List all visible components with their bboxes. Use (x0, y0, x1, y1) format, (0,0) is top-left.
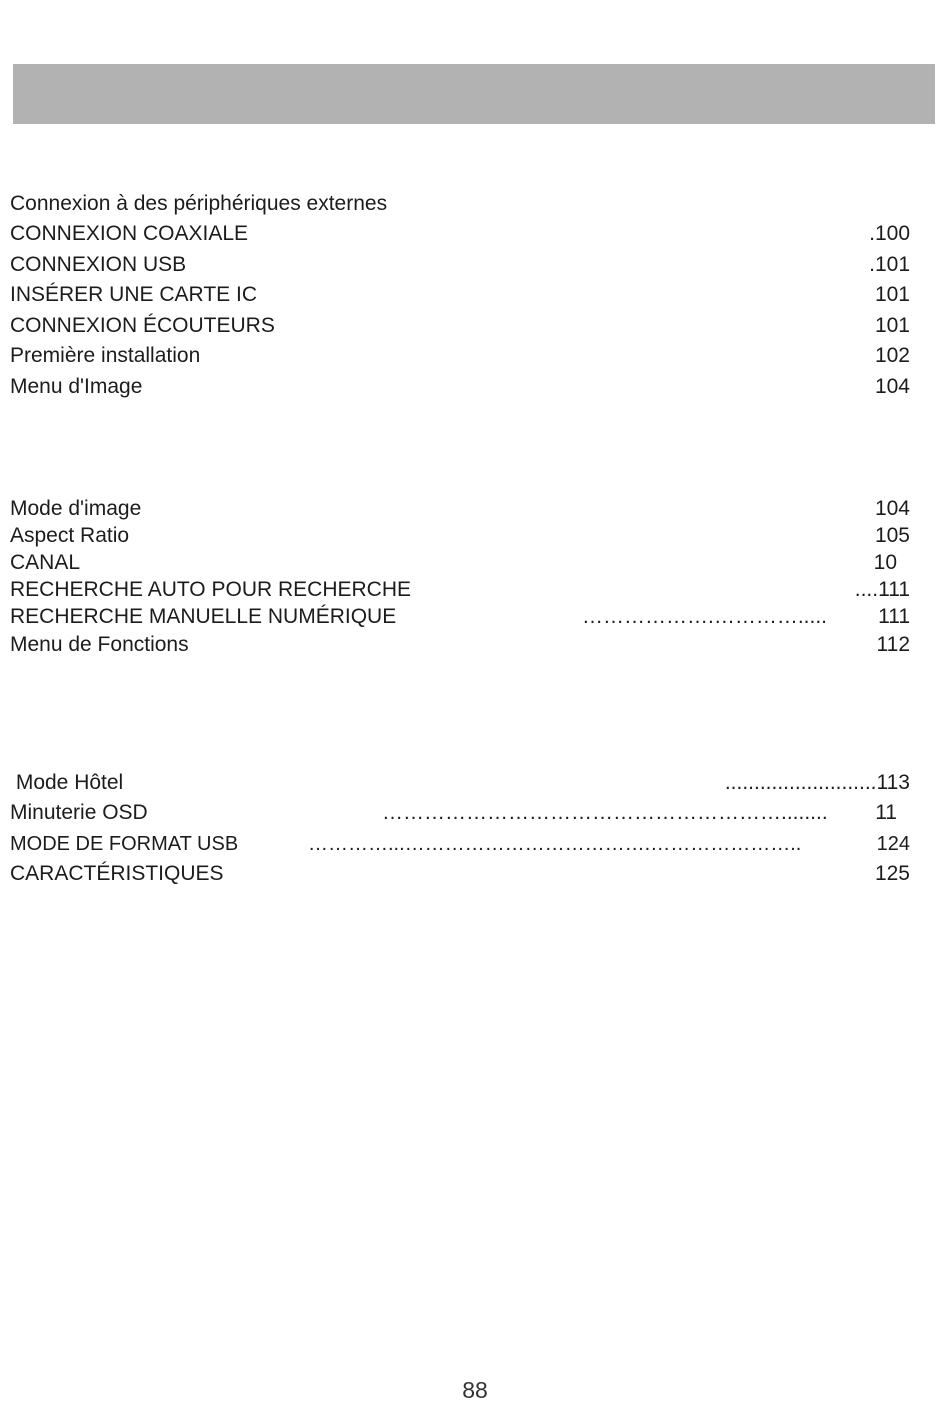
toc-entry[interactable] (10, 191, 910, 217)
toc-entry[interactable] (10, 770, 910, 796)
toc-entry-label: CONNEXION ÉCOUTEURS (10, 314, 275, 337)
toc-entry[interactable] (10, 343, 910, 369)
toc-entry-page: 104 (874, 497, 910, 520)
toc-entry-page: 112 (876, 633, 910, 656)
toc-entry-leader: ……………….…………..... (582, 605, 828, 628)
toc-entry[interactable] (10, 604, 910, 630)
toc-entry-label: Première installation (10, 344, 201, 367)
toc-entry[interactable] (10, 221, 910, 247)
toc-entry-leader: …………………………………………………........ (382, 801, 828, 824)
toc-entry-page: 105 (874, 524, 910, 547)
toc-entry-page: .101 (869, 253, 910, 276)
toc-entry-label: RECHERCHE MANUELLE NUMÉRIQUE (10, 605, 397, 628)
toc-entry-page: 101 (874, 283, 910, 306)
toc-entry[interactable] (10, 550, 910, 576)
toc-entry-page: 102 (874, 344, 910, 367)
toc-entry-label: Minuterie OSD (10, 801, 148, 824)
toc-entry[interactable] (10, 374, 910, 400)
toc-entry-label: Menu de Fonctions (10, 633, 189, 656)
toc-entry-page: 10 (873, 551, 897, 574)
toc-entry[interactable] (10, 577, 910, 603)
toc-entry-label: Menu d'Image (10, 375, 143, 398)
toc-entry-leader: …………...……………………………….………………….. (308, 833, 802, 855)
toc-entry[interactable] (10, 800, 910, 826)
toc-entry-label: CANAL (10, 551, 81, 574)
toc-entry-label: CARACTÉRISTIQUES (10, 862, 224, 885)
toc-entry[interactable] (10, 252, 910, 278)
toc-entry-label: RECHERCHE AUTO POUR RECHERCHE (10, 578, 411, 601)
toc-entry[interactable] (10, 831, 910, 857)
toc-entry-page: 111 (878, 605, 910, 628)
toc-entry[interactable] (10, 861, 910, 887)
toc-entry-page: 104 (874, 375, 910, 398)
toc-entry[interactable] (10, 523, 910, 549)
toc-entry[interactable] (10, 496, 910, 522)
toc-entry-label: CONNEXION COAXIALE (10, 222, 249, 245)
toc-entry-page: ....111 (854, 578, 910, 601)
toc-entry-label: MODE DE FORMAT USB (10, 833, 239, 855)
toc-entry[interactable] (10, 282, 910, 308)
toc-entry[interactable] (10, 632, 910, 658)
toc-entry-page: ..........................113 (724, 771, 910, 794)
toc-entry-label: Mode Hôtel (10, 771, 124, 794)
toc-entry-page: .100 (869, 222, 910, 245)
toc-entry-label: Connexion à des périphériques externes (10, 192, 388, 215)
toc-entry-page: 11 (875, 801, 897, 824)
toc-entry-page: 125 (874, 862, 910, 885)
toc-entry-page: 124 (876, 833, 910, 855)
toc-entry[interactable] (10, 313, 910, 339)
page-number: 88 (462, 1377, 488, 1403)
toc-entry-label: Aspect Ratio (10, 524, 130, 547)
toc-entry-page: 101 (874, 314, 910, 337)
header-bar (13, 64, 935, 124)
toc-entry-label: CONNEXION USB (10, 253, 187, 276)
toc-entry-label: INSÉRER UNE CARTE IC (10, 283, 257, 306)
toc-entry-label: Mode d'image (10, 497, 142, 520)
